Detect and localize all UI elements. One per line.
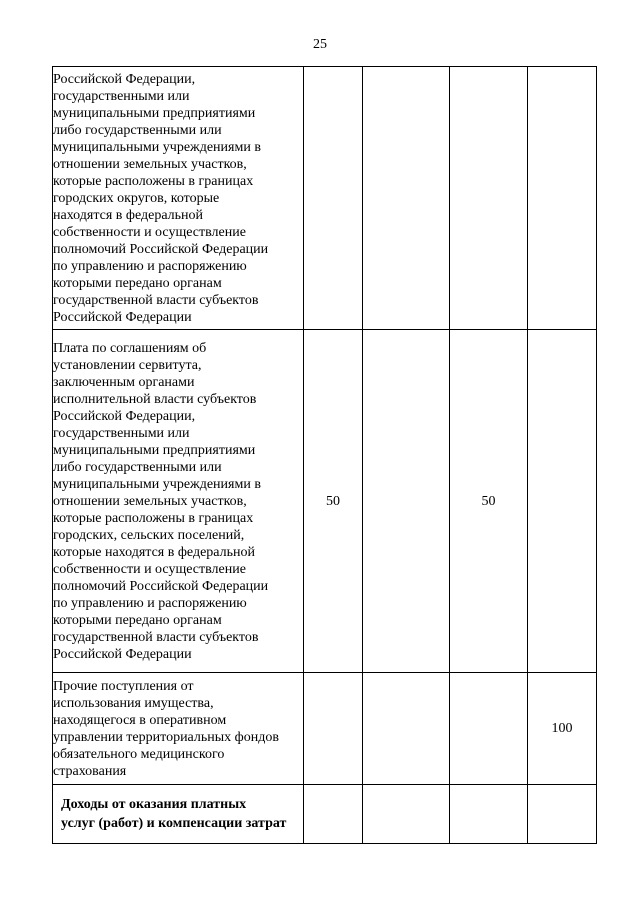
text-line: по управлению и распоряжению	[53, 258, 247, 274]
table-row	[53, 330, 597, 673]
text-line: заключенным органами	[53, 374, 195, 390]
revenue-section-heading	[53, 785, 304, 844]
text-line: Российской Федерации	[53, 646, 192, 662]
value-cell	[450, 67, 528, 330]
text-line: государственными или	[53, 88, 190, 104]
value-cell	[528, 67, 597, 330]
revenue-table	[52, 66, 597, 844]
text-line: муниципальными учреждениями в	[53, 476, 261, 492]
value-cell	[363, 673, 450, 785]
text-line: полномочий Российской Федерации	[53, 241, 269, 257]
revenue-item-name	[53, 673, 304, 785]
text-line: государственными или	[53, 425, 190, 441]
text-line: управлении территориальных фондов	[53, 729, 279, 745]
table-row	[53, 785, 597, 844]
text-line: городских округов, которые	[53, 190, 220, 206]
value-cell	[304, 67, 363, 330]
text-line: отношении земельных участков,	[53, 156, 247, 172]
value-cell	[450, 785, 528, 844]
page-number: 25	[313, 37, 327, 52]
text-line: собственности и осуществление	[53, 224, 246, 240]
revenue-item-name	[53, 330, 304, 673]
text-line: либо государственными или	[53, 459, 222, 475]
text-line: использования имущества,	[53, 695, 214, 711]
text-line: услуг (работ) и компенсации затрат	[61, 815, 287, 831]
text-line: исполнительной власти субъектов	[53, 391, 257, 407]
text-line: государственной власти субъектов	[53, 292, 259, 308]
revenue-item-name	[53, 67, 304, 330]
value-cell	[304, 785, 363, 844]
text-line: государственной власти субъектов	[53, 629, 259, 645]
text-line: установлении сервитута,	[53, 357, 202, 373]
text-line: муниципальными предприятиями	[53, 442, 256, 458]
table-row	[53, 67, 597, 330]
value-cell	[528, 785, 597, 844]
value-cell	[363, 330, 450, 673]
text-line: которыми передано органам	[53, 275, 222, 291]
text-line: которые расположены в границах	[53, 510, 254, 526]
text-line: которыми передано органам	[53, 612, 222, 628]
value-cell	[450, 673, 528, 785]
text-line: находящегося в оперативном	[53, 712, 227, 728]
text-line: обязательного медицинского	[53, 746, 225, 762]
text-line: Доходы от оказания платных	[61, 796, 247, 812]
text-line: собственности и осуществление	[53, 561, 246, 577]
text-line: муниципальными учреждениями в	[53, 139, 261, 155]
text-line: Плата по соглашениям об	[53, 340, 207, 356]
text-line: Российской Федерации	[53, 309, 192, 325]
text-line: либо государственными или	[53, 122, 222, 138]
value-cell	[528, 330, 597, 673]
text-line: находятся в федеральной	[53, 207, 204, 223]
table-row	[53, 673, 597, 785]
text-line: городских, сельских поселений,	[53, 527, 245, 543]
text-line: по управлению и распоряжению	[53, 595, 247, 611]
text-line: полномочий Российской Федерации	[53, 578, 269, 594]
text-line: Прочие поступления от	[53, 678, 194, 694]
text-line: страхования	[53, 763, 127, 779]
text-line: Российской Федерации,	[53, 408, 196, 424]
value-cell: 100	[528, 673, 597, 785]
text-line: отношении земельных участков,	[53, 493, 247, 509]
value-cell	[363, 67, 450, 330]
value-cell: 50	[450, 330, 528, 673]
value-cell: 50	[304, 330, 363, 673]
value-cell	[363, 785, 450, 844]
text-line: Российской Федерации,	[53, 71, 196, 87]
value-cell	[304, 673, 363, 785]
text-line: муниципальными предприятиями	[53, 105, 256, 121]
text-line: которые находятся в федеральной	[53, 544, 255, 560]
text-line: которые расположены в границах	[53, 173, 254, 189]
